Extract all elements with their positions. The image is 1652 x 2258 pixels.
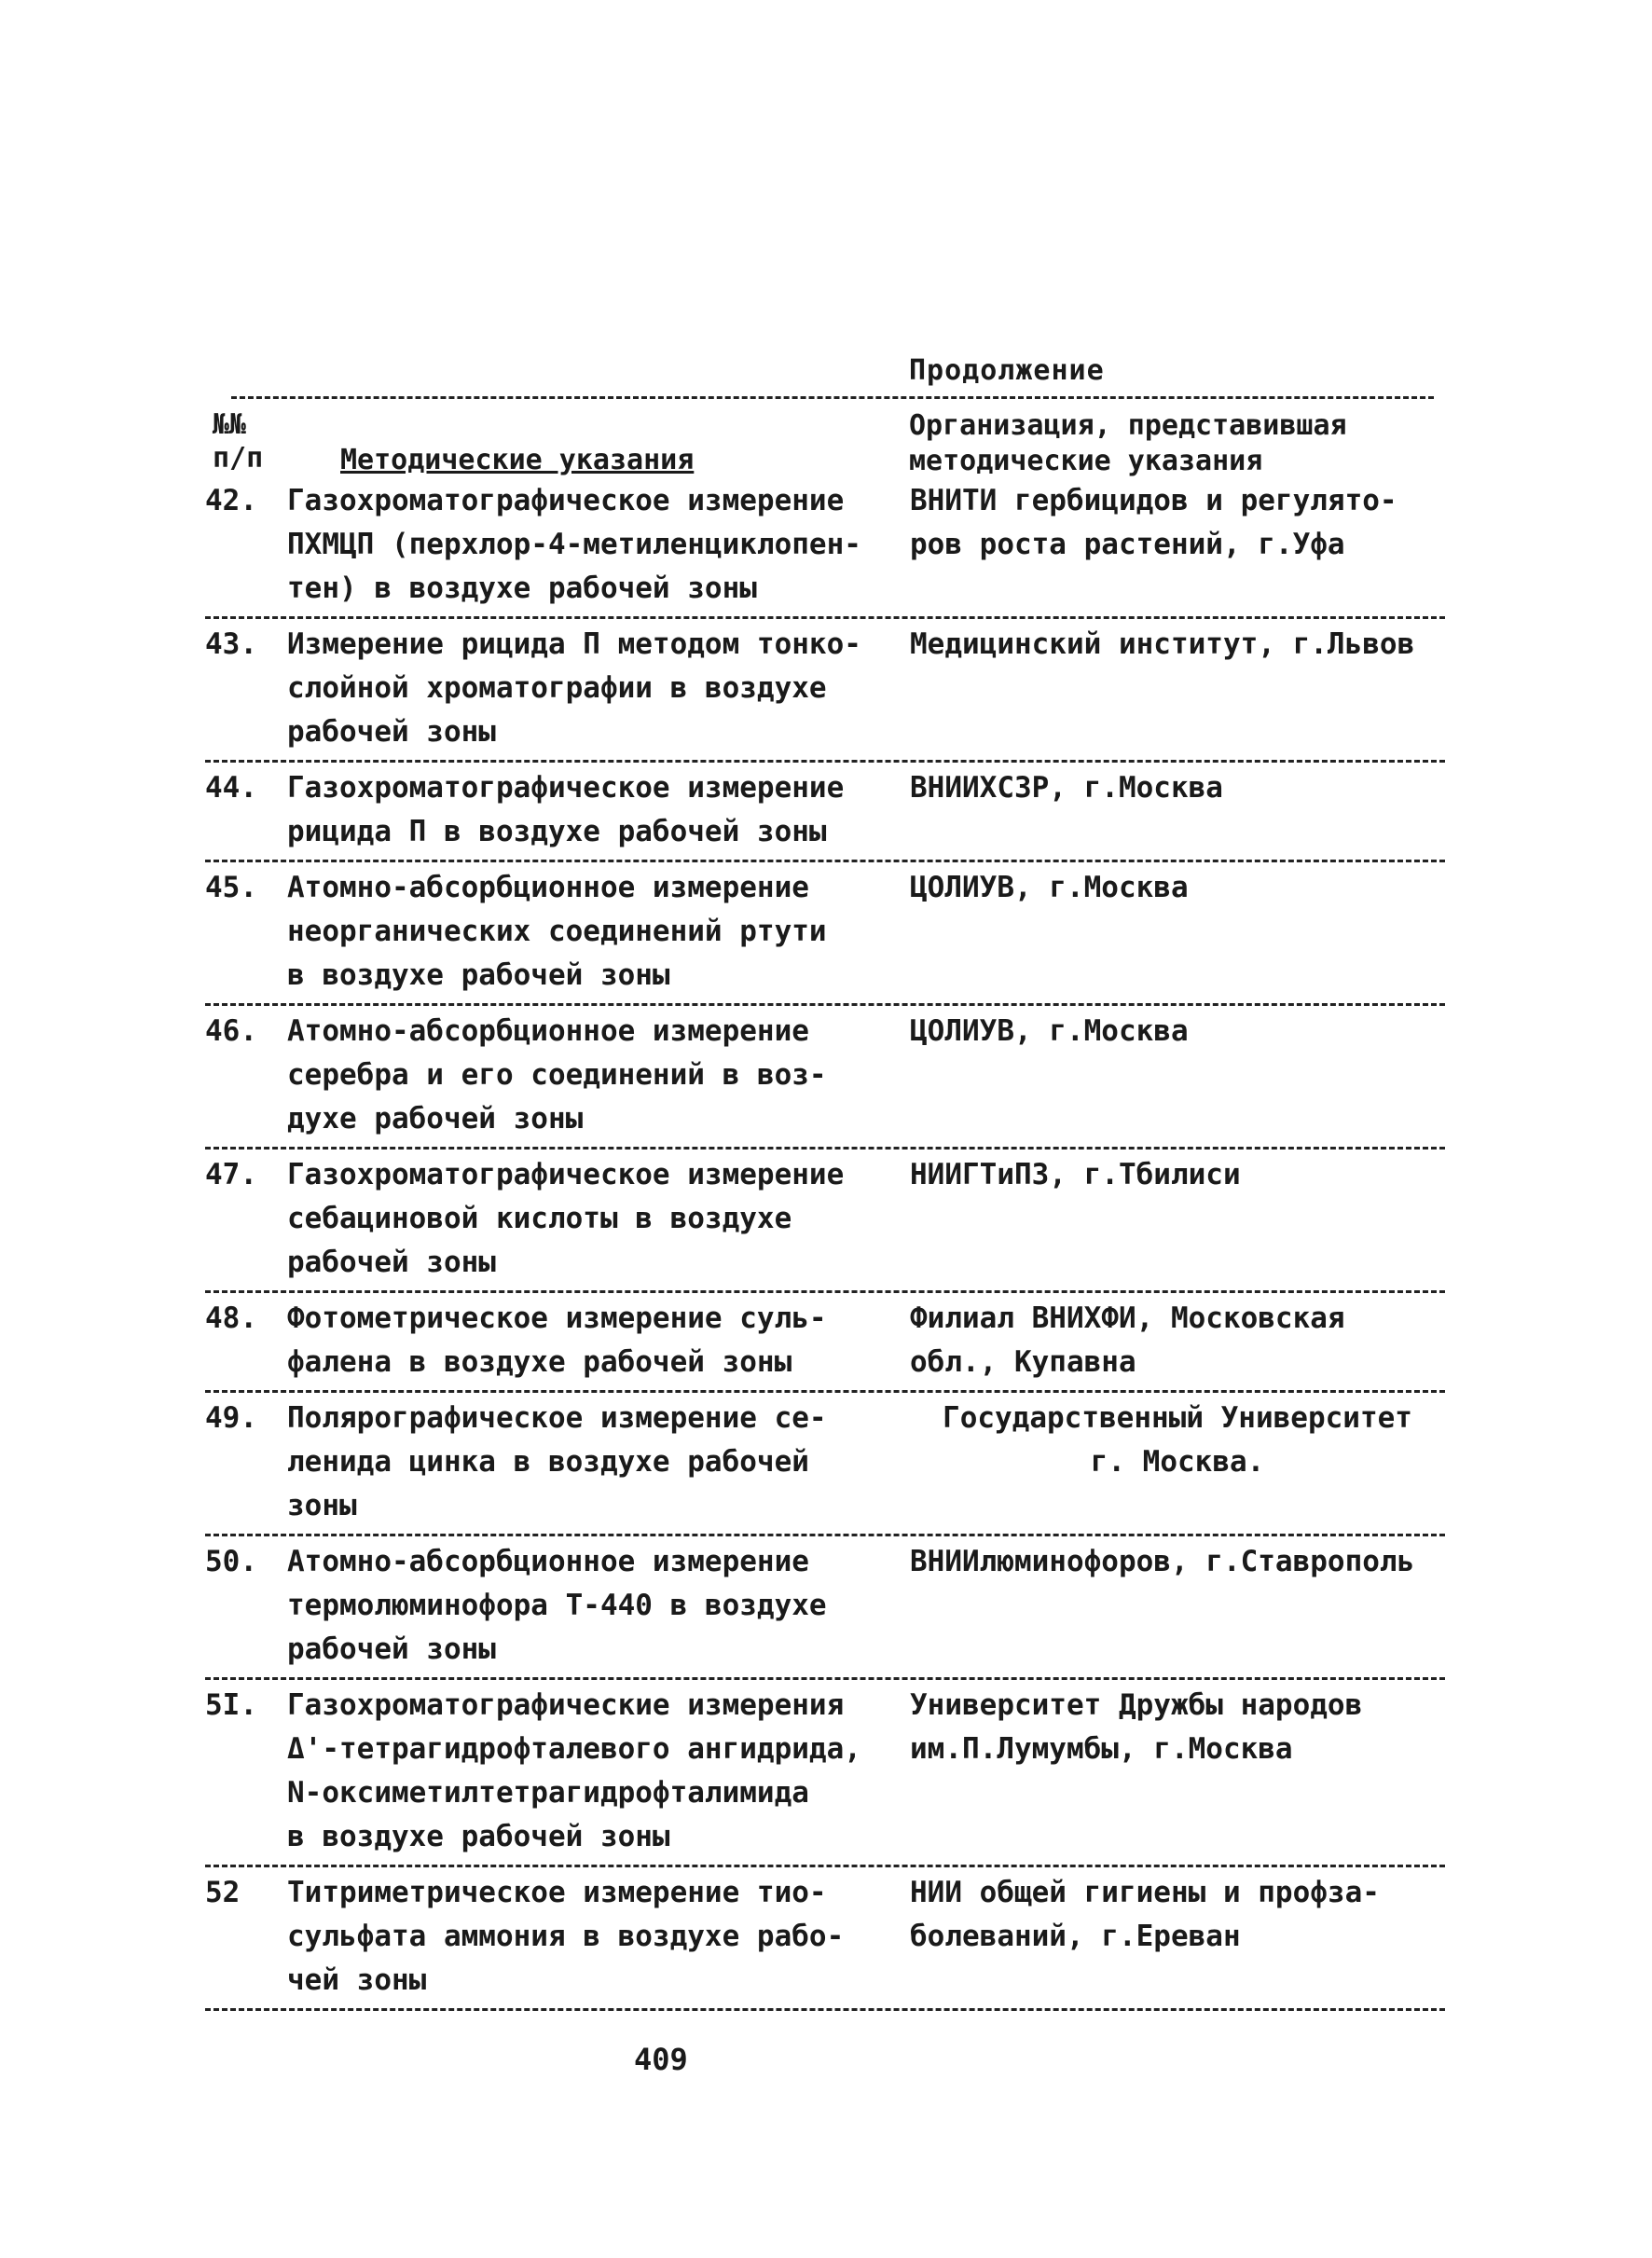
row-number: 49. — [205, 1401, 257, 1435]
row-number: 43. — [205, 627, 257, 661]
row-method: Атомно-абсорбционное измерение серебра и его соединений в воз- духе рабочей зоны — [287, 1014, 827, 1136]
row-method: Фотометрическое измерение суль- фалена в воздухе рабочей зоны — [287, 1301, 827, 1379]
row-organization: ВНИИХСЗР, г.Москва — [910, 771, 1223, 805]
table-row — [205, 763, 1445, 862]
row-method: Газохроматографические измерения Δ'-тетрагидрофталевого ангидрида, N-оксиметилтетрагидрофталимида в воздухе рабочей зоны — [287, 1688, 861, 1853]
row-method: Полярографическое измерение се- ленида цинка в воздухе рабочей зоны — [287, 1401, 827, 1522]
row-number: 47. — [205, 1158, 257, 1191]
table-row — [205, 1536, 1445, 1680]
table-row — [205, 1867, 1445, 2011]
table-row — [205, 619, 1445, 763]
header-methods-label: Методические указания — [340, 444, 695, 476]
row-organization: ЦОЛИУВ, г.Москва — [910, 1014, 1189, 1048]
table-row — [205, 1293, 1445, 1393]
table-row — [205, 1150, 1445, 1293]
continuation-label: Продолжение — [909, 354, 1105, 387]
row-organization: Университет Дружбы народов им.П.Лумумбы, г.Москва — [910, 1688, 1363, 1766]
row-method: Газохроматографическое измерение ПХМЦП (перхлор-4-метиленциклопен- тен) в воздухе рабочей зоны — [287, 484, 861, 605]
row-organization: ВНИТИ гербицидов и регулято- ров роста растений, г.Уфа — [910, 484, 1397, 561]
table-row — [205, 475, 1445, 619]
row-organization: НИИ общей гигиены и профза- болеваний, г.Ереван — [910, 1876, 1380, 1953]
table-row — [205, 862, 1445, 1006]
row-number: 42. — [205, 484, 257, 517]
row-number: 44. — [205, 771, 257, 805]
methods-table — [205, 475, 1445, 2011]
table-header — [205, 408, 1445, 483]
row-method: Измерение рицида П методом тонко- слойной хроматографии в воздухе рабочей зоны — [287, 627, 861, 749]
row-organization: Медицинский институт, г.Львов — [910, 627, 1415, 661]
row-number: 5I. — [205, 1688, 257, 1722]
row-organization: НИИГТиПЗ, г.Тбилиси — [910, 1158, 1241, 1191]
row-method: Титриметрическое измерение тио- сульфата аммония в воздухе рабо- чей зоны — [287, 1876, 845, 1997]
row-number: 52 — [205, 1876, 241, 1909]
row-number: 50. — [205, 1545, 257, 1578]
table-row — [205, 1006, 1445, 1150]
row-method: Атомно-абсорбционное измерение неорганических соединений ртути в воздухе рабочей зоны — [287, 871, 827, 992]
row-organization: ВНИИлюминофоров, г.Ставрополь — [910, 1545, 1415, 1578]
header-number-label: №№ п/п — [213, 408, 264, 475]
header-top-rule — [231, 396, 1434, 399]
page-number: 409 — [634, 2042, 688, 2077]
header-organization-label: Организация, представившая методические указания — [909, 409, 1347, 477]
table-row — [205, 1393, 1445, 1536]
table-row — [205, 1680, 1445, 1867]
row-organization: Филиал ВНИХФИ, Московская обл., Купавна — [910, 1301, 1345, 1379]
row-number: 46. — [205, 1014, 257, 1048]
row-method: Атомно-абсорбционное измерение термолюминофора Т-440 в воздухе рабочей зоны — [287, 1545, 827, 1666]
row-method: Газохроматографическое измерение себациновой кислоты в воздухе рабочей зоны — [287, 1158, 845, 1279]
row-organization: Государственный Университет г. Москва. — [943, 1401, 1412, 1479]
row-method: Газохроматографическое измерение рицида П в воздухе рабочей зоны — [287, 771, 845, 848]
row-organization: ЦОЛИУВ, г.Москва — [910, 871, 1189, 904]
row-number: 45. — [205, 871, 257, 904]
row-number: 48. — [205, 1301, 257, 1335]
